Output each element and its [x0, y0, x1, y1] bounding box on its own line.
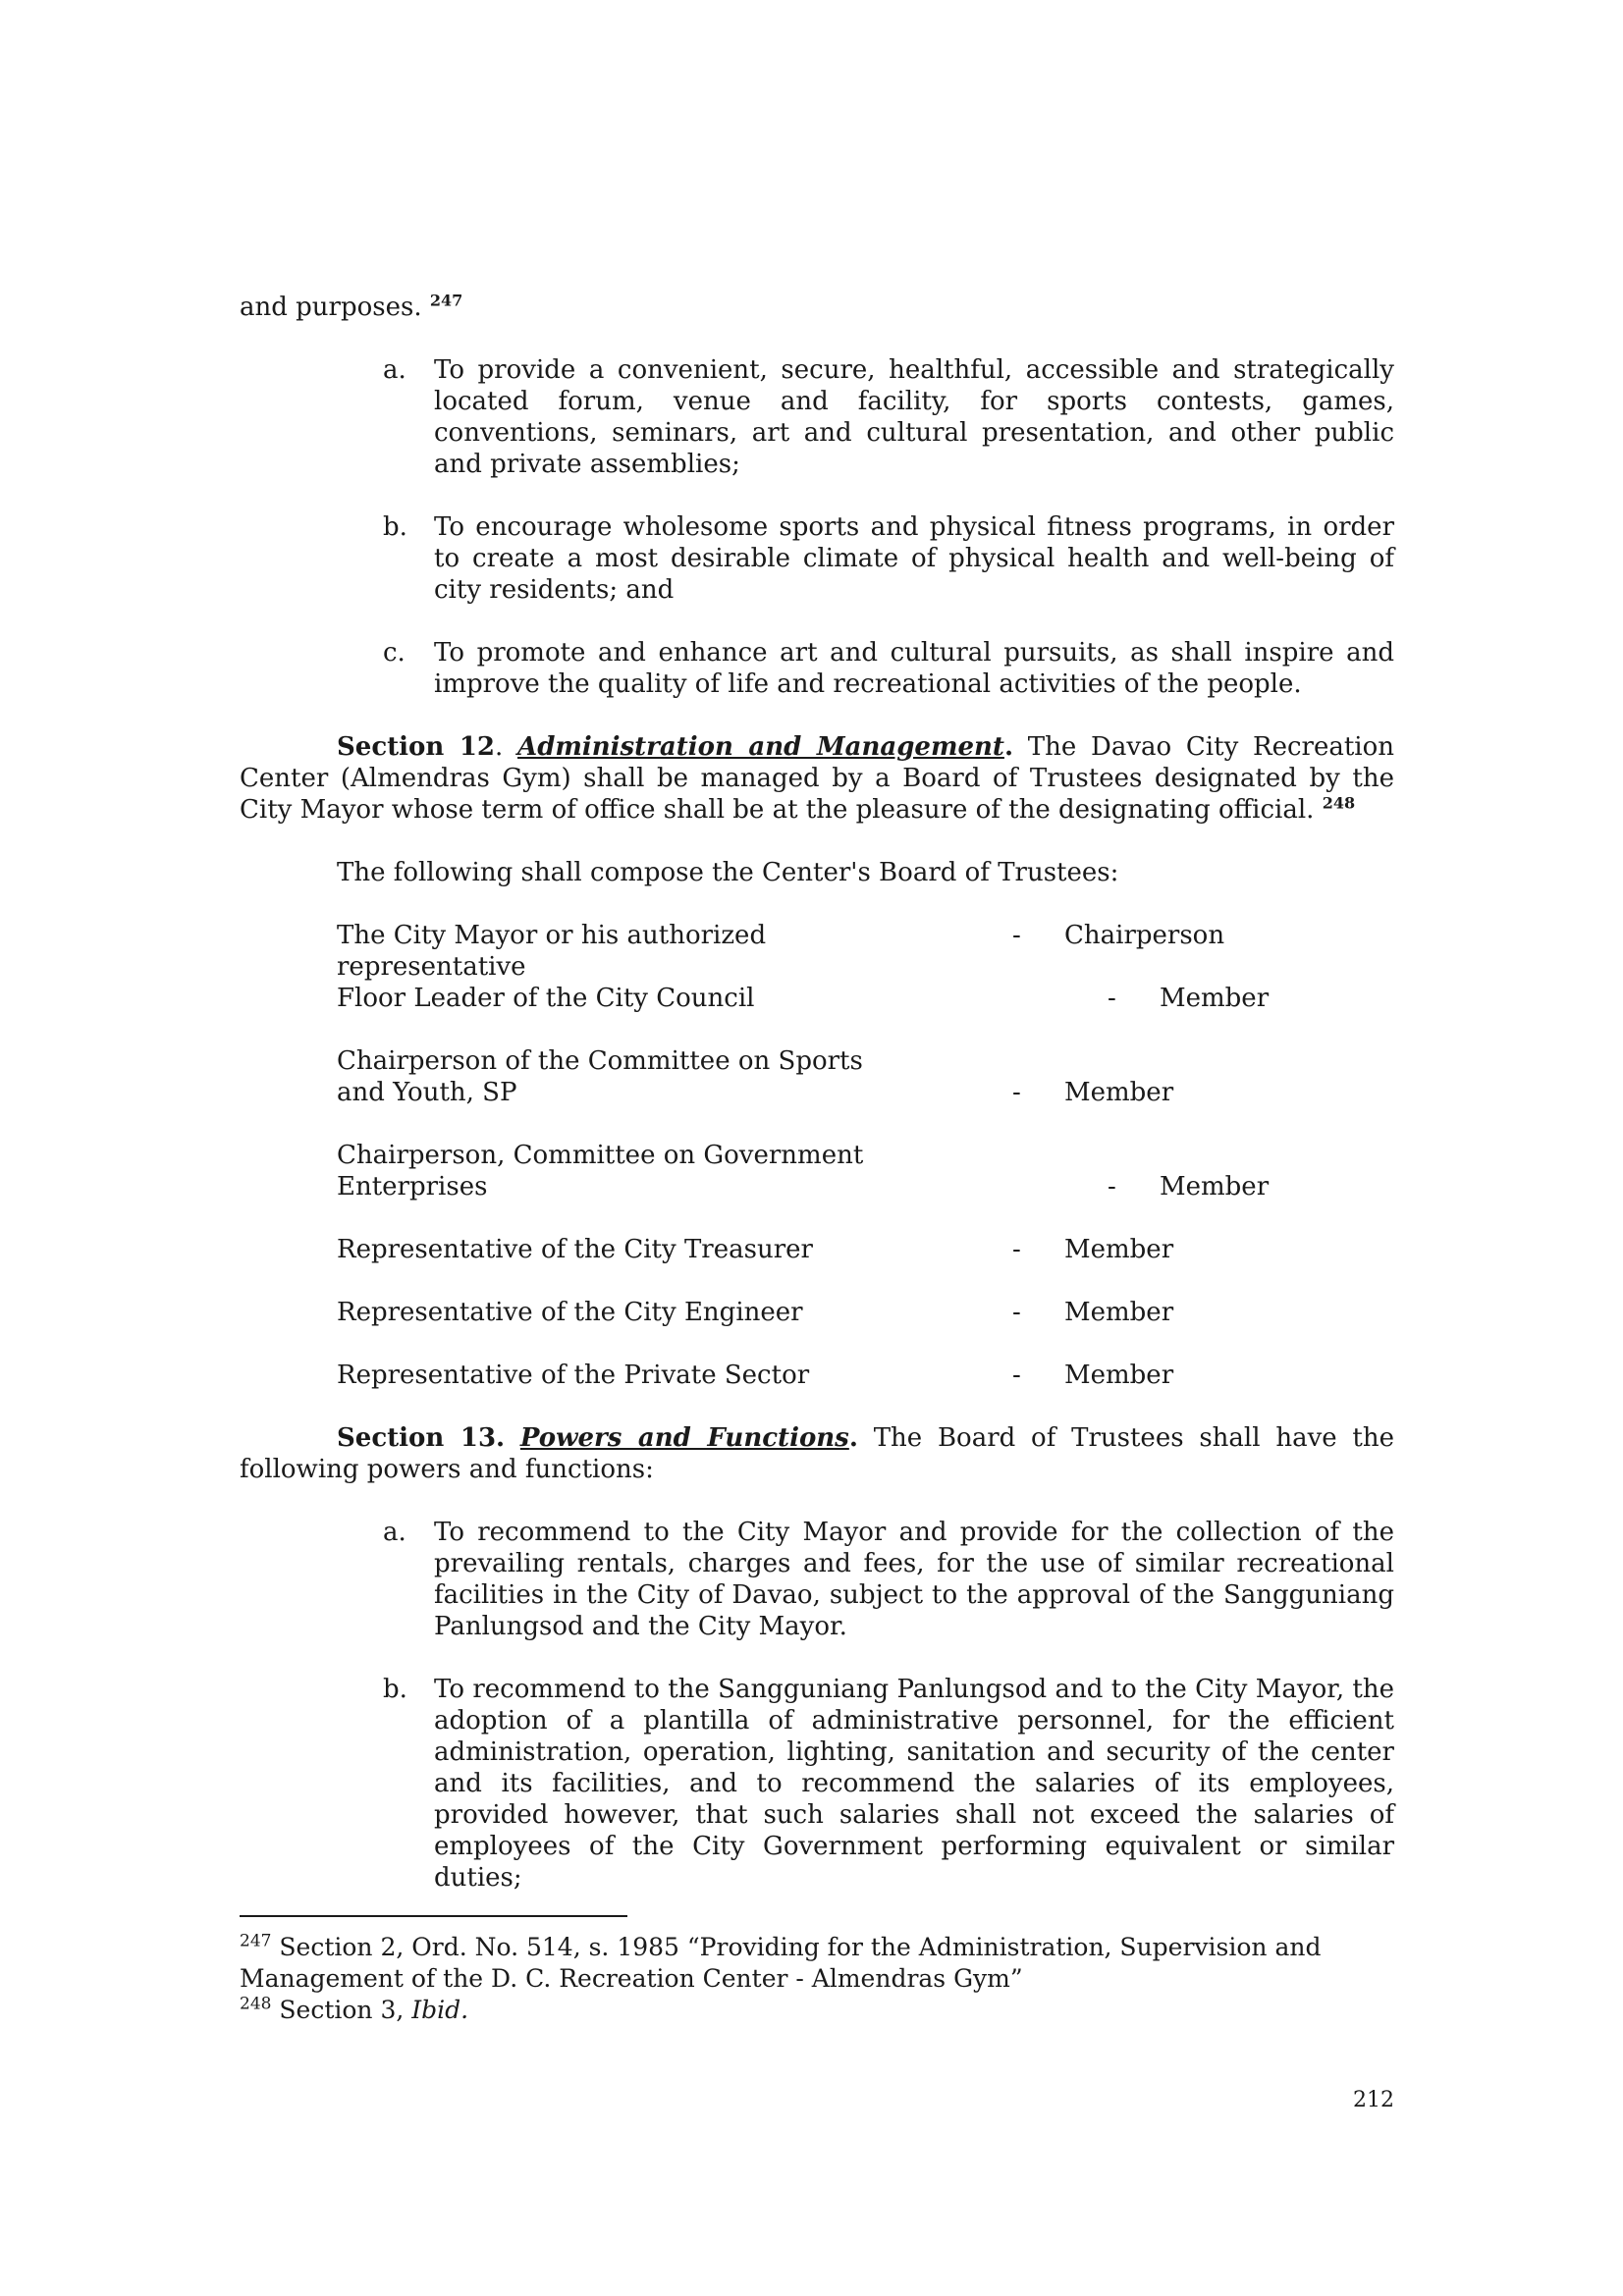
- footnote-number: 248: [240, 1994, 272, 2014]
- board-position: The City Mayor or his authorized representative: [337, 921, 767, 982]
- section-13-body: The Board of Trustees shall have the following powers and functions:: [240, 1423, 1395, 1484]
- board-dash: -: [1108, 1172, 1116, 1201]
- section-12-paragraph: [240, 731, 1394, 826]
- board-dash: -: [1012, 921, 1021, 950]
- board-role: Member: [1160, 1172, 1270, 1201]
- section-13-title-end: .: [848, 1423, 858, 1453]
- board-role: Member: [1064, 1298, 1174, 1327]
- board-role: Member: [1064, 1361, 1174, 1390]
- footnote-text: Section 2, Ord. No. 514, s. 1985 “Providing for the Administration, Supervision and Management of the D. C. Recreation Center - Almendras Gym”: [240, 1933, 1322, 1993]
- board-dash: -: [1012, 1298, 1021, 1327]
- list-text: To recommend to the Sangguniang Panlungsod and to the City Mayor, the adoption of a plantilla of administrative personnel, for the efficient administration, operation, lighting, sanitation and security of the center and its facilities, and to recommend the salaries of its employees, provided however, that such salaries shall not exceed the salaries of employees of the City Government performing equivalent or similar duties;: [434, 1675, 1394, 1893]
- intro-line: [240, 292, 829, 323]
- board-row-2: [337, 983, 1319, 1045]
- board-row-7: [337, 1360, 1319, 1422]
- board-intro-text: The following shall compose the Center's Board of Trustees:: [337, 858, 1119, 887]
- section-13-title: Powers and Functions: [519, 1423, 849, 1453]
- board-role: Member: [1064, 1235, 1174, 1264]
- page-number: 212: [1353, 2088, 1394, 2112]
- board-intro: [337, 857, 1319, 888]
- footnote-ref[interactable]: 248: [1322, 793, 1356, 813]
- board-role: Chairperson: [1064, 921, 1225, 950]
- board-position: Representative of the Private Sector: [337, 1361, 810, 1390]
- footnote-247: [240, 1932, 1398, 1995]
- board-row-1: [337, 920, 1319, 983]
- intro-text: and purposes.: [240, 293, 422, 322]
- list-text: To promote and enhance art and cultural pursuits, as shall inspire and improve the quality of life and recreational activities of the people.: [434, 638, 1394, 699]
- section-12-body: The Davao City Recreation Center (Almendras Gym) shall be managed by a Board of Trustees designated by the City Mayor whose term of office shall be at the pleasure of the designating official.: [240, 732, 1395, 825]
- board-role: Member: [1160, 984, 1270, 1013]
- footnote-number: 247: [240, 1931, 272, 1951]
- list-text: To provide a convenient, secure, healthful, accessible and strategically located forum, venue and facility, for sports contests, games, conventions, seminars, art and cultural presentation, and other public and private assemblies;: [434, 355, 1394, 479]
- list-letter: a.: [383, 355, 406, 385]
- board-position: Representative of the City Engineer: [337, 1298, 803, 1327]
- section-13-heading: Section 13.: [337, 1423, 506, 1453]
- board-position: Chairperson, Committee on Government Enterprises: [337, 1141, 864, 1201]
- footnote-ref[interactable]: 247: [429, 291, 463, 310]
- list-letter: b.: [383, 512, 407, 542]
- board-role: Member: [1064, 1078, 1174, 1107]
- board-row-5: [337, 1234, 1319, 1297]
- list-text: To recommend to the City Mayor and provide for the collection of the prevailing rentals, charges and fees, for the use of similar recreational facilities in the City of Davao, subject to the approval of the Sangguniang Panlungsod and the City Mayor.: [434, 1518, 1394, 1641]
- section-12-heading: Section 12: [337, 732, 495, 762]
- board-position: Chairperson of the Committee on Sports and Youth, SP: [337, 1046, 863, 1107]
- board-dash: -: [1108, 984, 1116, 1013]
- list-letter: a.: [383, 1518, 406, 1547]
- board-dash: -: [1012, 1235, 1021, 1264]
- board-row-3: [337, 1045, 1319, 1108]
- footnote-separator: [240, 1915, 627, 1917]
- board-row-4: [337, 1140, 1319, 1202]
- board-dash: -: [1012, 1361, 1021, 1390]
- section-12-title: Administration and Management: [517, 732, 1004, 762]
- board-dash: -: [1012, 1078, 1021, 1107]
- board-row-6: [337, 1297, 1319, 1360]
- footnote-ibid: Ibid.: [411, 1996, 469, 2024]
- footnote-248: [240, 1995, 1398, 2026]
- section-12-separator: .: [495, 732, 504, 762]
- footnote-text: Section 3,: [279, 1996, 405, 2024]
- list-text: To encourage wholesome sports and physical fitness programs, in order to create a most desirable climate of physical health and well-being of city residents; and: [434, 512, 1394, 605]
- section-13-paragraph: [240, 1422, 1394, 1485]
- section-12-title-end: .: [1003, 732, 1013, 762]
- board-position: Representative of the City Treasurer: [337, 1235, 813, 1264]
- list-letter: b.: [383, 1675, 407, 1704]
- board-position: Floor Leader of the City Council: [337, 984, 755, 1013]
- list-letter: c.: [383, 638, 406, 667]
